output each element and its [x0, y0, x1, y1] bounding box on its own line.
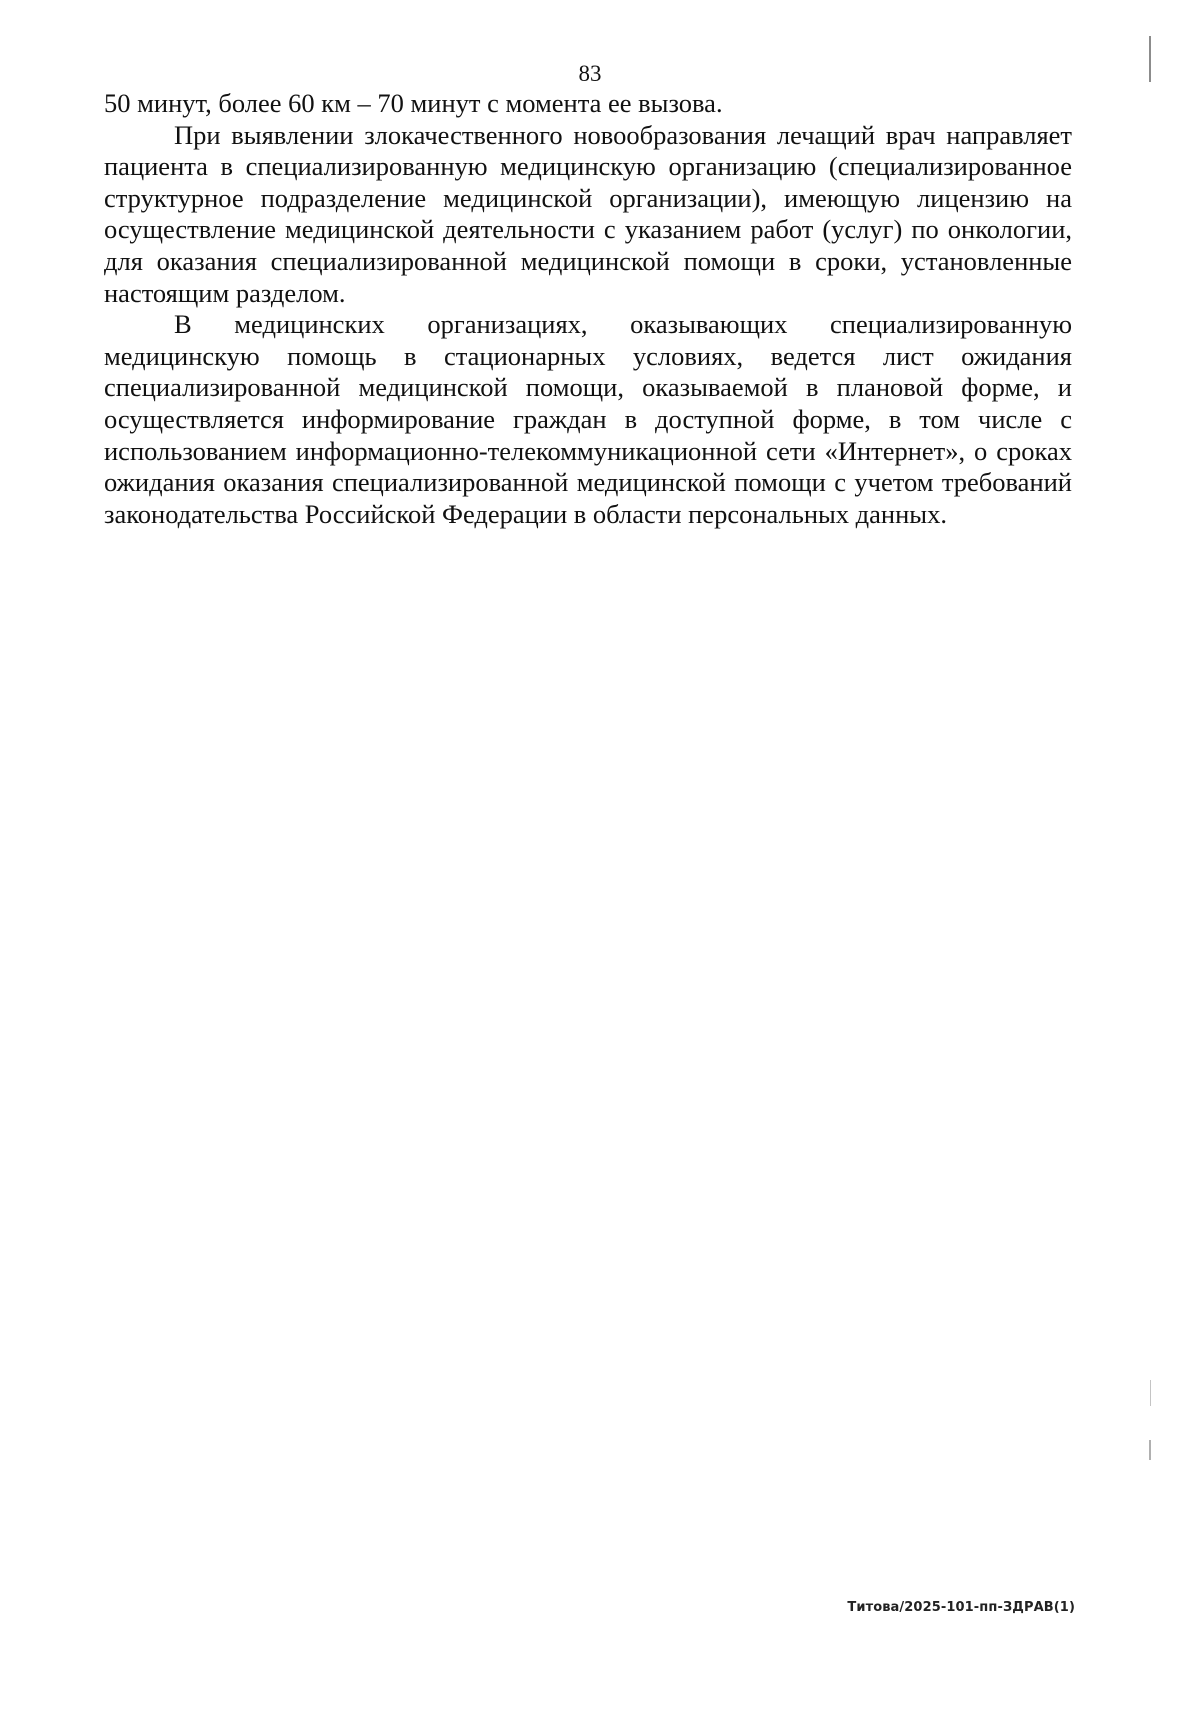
scan-edge-mark	[1150, 1380, 1151, 1406]
body-text	[104, 88, 1072, 530]
paragraph-oncology-referral: При выявлении злокачественного новообразования лечащий врач направляет пациента в специализированную медицинскую организацию (специализированное структурное подразделение медицинской организации), имеющую лицензию на осуществление медицинской деятельности с указанием работ (услуг) по онкологии, для оказания специализированной медицинской помощи в сроки, установленные настоящим разделом.	[104, 119, 1072, 308]
paragraph-continuation: 50 минут, более 60 км – 70 минут с момента ее вызова.	[104, 88, 723, 118]
scan-edge-mark	[1149, 36, 1151, 82]
page-number: 83	[578, 61, 602, 86]
document-footer-code: Титова/2025-101-пп-ЗДРАВ(1)	[847, 1600, 1075, 1615]
paragraph-waiting-list: В медицинских организациях, оказывающих специализированную медицинскую помощь в стационарных условиях, ведется лист ожидания специализированной медицинской помощи, оказываемой в плановой форме, и осуществляется информирование граждан в доступной форме, в том числе с использованием информационно-телекоммуникационной сети «Интернет», о сроках ожидания оказания специализированной медицинской помощи с учетом требований законодательства Российской Федерации в области персональных данных.	[104, 309, 1072, 529]
scan-edge-mark	[1149, 1440, 1151, 1460]
